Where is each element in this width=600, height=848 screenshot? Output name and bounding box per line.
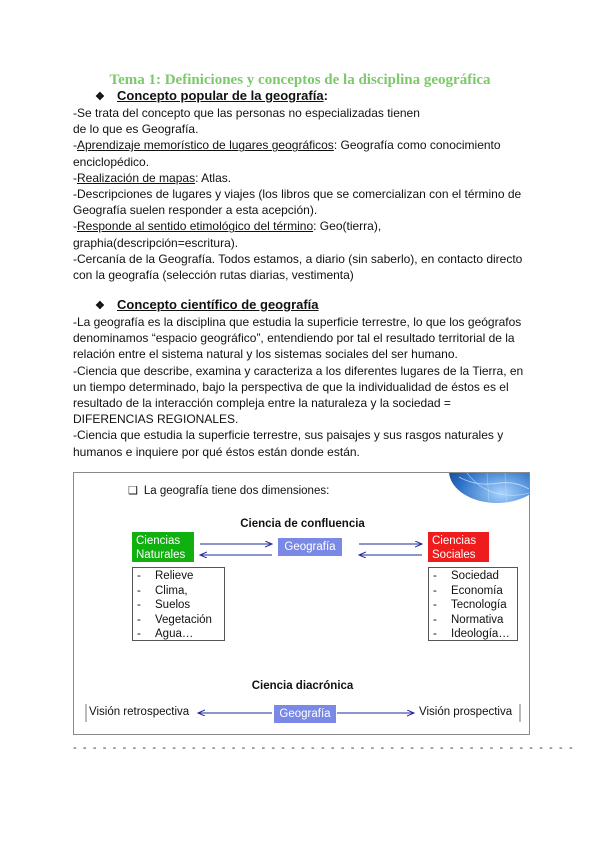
diamond-bullet-icon: ❖ [95,300,105,312]
diachronic-title: Ciencia diacrónica [251,680,354,692]
text-line: de lo que es Geografía. [73,122,199,137]
section1-heading [95,88,328,103]
line-rest: : Geografía como conocimiento [333,138,501,153]
text-line: -Ciencia que estudia la superficie terrestre, sus paisajes y sus rasgos naturales y [73,428,504,443]
retrospective-label: Visión retrospectiva [89,706,190,718]
natural-label-line2: Naturales [136,549,186,561]
text-line: con la geografía (selección rutas diarias, vestimenta) [73,268,354,283]
page-title: Tema 1: Definiciones y conceptos de la disciplina geográfica [109,72,491,88]
line-prefix: - [73,138,77,153]
geografia-center-box: Geografía [278,538,342,556]
list-item: - Suelos [137,598,220,613]
text-line: humanos e inquiere por qué éstos están donde están. [73,444,360,459]
list-item: - Economía [433,584,513,599]
section1-heading-text: Concepto popular de la geografía [117,88,324,103]
text-line [73,137,528,153]
underlined-term: Realización de mapas [77,170,196,185]
natural-label-line1: Ciencias [136,535,181,547]
text-line: graphia(descripción=escritura). [73,235,239,250]
list-item: - Tecnología [433,598,513,613]
text-line [73,218,528,234]
text-line: un tiempo determinado, bajo la perspectiva de que la individualidad de éstos es el [73,379,509,394]
social-label-line2: Sociales [432,549,476,561]
list-item: - Agua… [137,627,220,642]
geografia-diachronic-box: Geografía [274,705,336,723]
text-line: denominamos “espacio geográfico”, entendiendo por tal el resultado territorial de la [73,331,515,346]
text-line [73,170,528,186]
text-line: enciclopédico. [73,154,150,169]
line-rest: : Geo(tierra), [313,219,382,234]
line-rest: : Atlas. [195,170,232,185]
text-line: -Descripciones de lugares y viajes (los libros que se comercializan con el término de [73,187,522,202]
checkbox-bullet-icon: ❑ [128,485,138,497]
text-line: -La geografía es la disciplina que estudia la superficie terrestre, lo que los geógrafos [73,315,522,329]
list-item: - Vegetación [137,613,220,628]
dimensions-diagram [73,472,530,735]
prospective-label: Visión prospectiva [419,706,513,718]
section2-heading [95,297,319,312]
diamond-bullet-icon: ❖ [95,91,105,103]
text-line: resultado de la interacción compleja entre la naturaleza y la sociedad = [73,396,451,411]
list-item: - Relieve [137,569,220,584]
underlined-term: Responde al sentido etimológico del término [77,219,314,234]
section1-body [73,105,528,283]
line-prefix: - [73,170,77,185]
confluence-title: Ciencia de confluencia [240,518,365,530]
text-line: -Ciencia que describe, examina y caracteriza a los diferentes lugares de la Tierra, en [73,363,524,378]
section2-body [73,314,528,460]
list-item: - Ideología… [433,627,513,642]
list-item: - Normativa [433,613,513,628]
underlined-term: Aprendizaje memorístico de lugares geográficos [77,138,334,153]
natural-items-list [132,567,225,641]
dashed-separator: - - - - - - - - - - - - - - - - - - - - - - - - - - - - - - - - - - - - - - - - - - - - - - - - - - - [73,742,575,754]
text-line: -Cercanía de la Geografía. Todos estamos, a diario (sin saberlo), en contacto directo [73,251,523,266]
list-item: - Sociedad [433,569,513,584]
text-line: Geografía suelen responder a esta acepción). [73,203,318,218]
section1-heading-colon: : [323,88,328,103]
list-item: - Clima, [137,584,220,599]
text-line: DIFERENCIAS REGIONALES. [73,412,239,427]
diagram-intro-text: La geografía tiene dos dimensiones: [143,485,330,497]
text-line: relación entre el sistema natural y los sistemas sociales del ser humano. [73,347,458,362]
social-label-line1: Ciencias [432,535,477,547]
social-items-list [428,567,518,641]
text-line: -Se trata del concepto que las personas no especializadas tienen [73,106,420,120]
section2-heading-text: Concepto científico de geografía [117,297,319,312]
line-prefix: - [73,219,77,234]
